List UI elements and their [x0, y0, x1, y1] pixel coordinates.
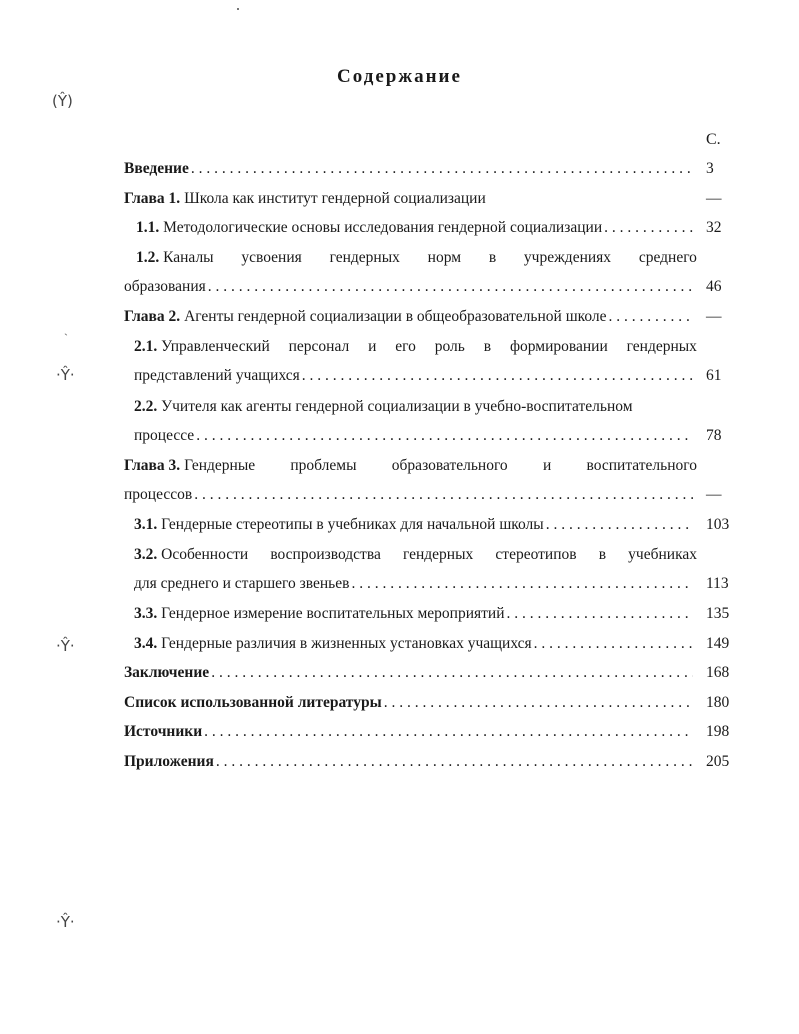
toc-number: 3.4.: [134, 635, 158, 652]
toc-label: образования: [124, 278, 206, 295]
toc-entry-1-2-line-2: [124, 276, 697, 298]
toc-entry-introduction: [124, 158, 697, 180]
toc-label: Агенты гендерной социализации в общеобразовательной школе: [184, 308, 607, 325]
toc-label: представлений учащихся: [134, 367, 300, 384]
toc-number: 3.3.: [134, 605, 158, 622]
dot-leader: [609, 306, 693, 328]
toc-word: учебниках: [628, 546, 697, 563]
dot-leader: [534, 633, 693, 655]
toc-label: для среднего и старшего звеньев: [134, 575, 350, 592]
toc-page-number: —: [706, 486, 722, 503]
toc-entry-3-4: [134, 633, 697, 655]
dot-leader: [204, 721, 693, 743]
toc-page-number: 3: [706, 160, 714, 177]
toc-word: Гендерные: [184, 457, 256, 474]
toc-word: воспитательного: [586, 457, 697, 474]
toc-entry-1-2-line-1: [136, 247, 697, 269]
toc-word: образовательного: [391, 457, 508, 474]
toc-label: Заключение: [124, 664, 210, 681]
toc-label: Гендерные различия в жизненных установках учащихся: [161, 635, 532, 652]
toc-word: и: [542, 457, 552, 474]
toc-number: Глава 2.: [124, 308, 181, 325]
toc-entry-conclusion: [124, 662, 697, 684]
toc-page-number: 198: [706, 723, 730, 740]
toc-word: персонал: [288, 338, 350, 355]
toc-label: процессе: [134, 427, 195, 444]
toc-page-number: 113: [706, 575, 729, 592]
dot-leader: [604, 217, 693, 239]
toc-word: и: [368, 338, 377, 355]
toc-number: 3.1.: [134, 516, 158, 533]
scan-tick-mark: ˋ: [64, 331, 68, 345]
margin-stamp-1: (Ŷ): [52, 92, 73, 110]
toc-entry-chapter-1: [124, 188, 486, 210]
toc-word: в: [488, 249, 497, 266]
dot-leader: [194, 484, 693, 506]
dot-leader: [507, 603, 693, 625]
toc-word: гендерных: [402, 546, 474, 563]
toc-entry-2-1-line-1: [134, 336, 697, 358]
toc-page-number: 46: [706, 278, 722, 295]
toc-entry-bibliography: [124, 692, 697, 714]
toc-label: Введение: [124, 160, 189, 177]
toc-page-number: 168: [706, 664, 730, 681]
toc-entry-3-2-line-2: [134, 573, 697, 595]
scan-speck: [237, 8, 239, 10]
dot-leader: [191, 158, 693, 180]
toc-page-number: 180: [706, 694, 730, 711]
dot-leader: [216, 751, 693, 773]
toc-entry-chapter-3-line-2: [124, 484, 697, 506]
dot-leader: [211, 662, 693, 684]
toc-page-number: —: [706, 190, 722, 207]
toc-word: Каналы: [163, 249, 214, 266]
toc-entry-appendices: [124, 751, 697, 773]
toc-word: учреждениях: [523, 249, 612, 266]
toc-page-number: 32: [706, 219, 722, 236]
toc-page-number: 135: [706, 605, 730, 622]
dot-leader: [302, 365, 693, 387]
toc-word: среднего: [638, 249, 697, 266]
toc-label: процессов: [124, 486, 193, 503]
dot-leader: [546, 514, 693, 536]
toc-label: Гендерное измерение воспитательных мероприятий: [161, 605, 505, 622]
toc-label: Методологические основы исследования гендерной социализации: [163, 219, 603, 236]
toc-page-number: —: [706, 308, 722, 325]
margin-stamp-2: ·Ŷ·: [56, 366, 75, 384]
toc-word: воспроизводства: [270, 546, 381, 563]
dot-leader: [208, 276, 693, 298]
toc-word: гендерных: [329, 249, 400, 266]
toc-number: Глава 3.: [124, 457, 181, 474]
toc-entry-3-3: [134, 603, 697, 625]
toc-label: Учителя как агенты гендерной социализации в учебно-воспитательном: [161, 398, 633, 415]
toc-number: 3.2.: [134, 546, 158, 563]
toc-word: проблемы: [290, 457, 357, 474]
toc-word: его: [395, 338, 416, 355]
toc-number: 2.1.: [134, 338, 158, 355]
toc-word: в: [598, 546, 607, 563]
dot-leader: [196, 425, 693, 447]
page-column-label: С.: [706, 131, 721, 148]
dot-leader: [384, 692, 693, 714]
toc-word: стереотипов: [495, 546, 577, 563]
toc-number: 1.1.: [136, 219, 160, 236]
toc-page-number: 149: [706, 635, 730, 652]
toc-entry-3-1: [134, 514, 697, 536]
toc-word: Управленческий: [161, 338, 270, 355]
toc-entry-2-2-line-2: [134, 425, 697, 447]
toc-word: в: [483, 338, 492, 355]
toc-label: Список использованной литературы: [124, 694, 382, 711]
toc-label: Приложения: [124, 753, 214, 770]
margin-stamp-4: ·Ŷ·: [56, 913, 75, 931]
toc-entry-chapter-3-line-1: [124, 455, 697, 477]
toc-number: 1.2.: [136, 249, 160, 266]
toc-page-number: 61: [706, 367, 722, 384]
toc-number: 2.2.: [134, 398, 158, 415]
toc-entry-2-1-line-2: [134, 365, 697, 387]
dot-leader: [351, 573, 693, 595]
toc-word: гендерных: [626, 338, 697, 355]
toc-word: усвоения: [241, 249, 302, 266]
toc-page-number: 205: [706, 753, 730, 770]
toc-word: Особенности: [161, 546, 249, 563]
toc-label: Гендерные стереотипы в учебниках для начальной школы: [161, 516, 544, 533]
toc-word: норм: [427, 249, 462, 266]
toc-entry-sources: [124, 721, 697, 743]
toc-page-number: 103: [706, 516, 730, 533]
toc-number: Глава 1.: [124, 190, 181, 207]
toc-label: Школа как институт гендерной социализации: [184, 190, 486, 207]
toc-word: роль: [434, 338, 465, 355]
toc-entry-3-2-line-1: [134, 544, 697, 566]
margin-stamp-3: ·Ŷ·: [56, 637, 75, 655]
toc-entry-chapter-2: [124, 306, 697, 328]
toc-word: формировании: [509, 338, 608, 355]
toc-entry-2-2-line-1: [134, 396, 633, 418]
page-title: Содержание: [337, 66, 462, 87]
toc-entry-1-1: [136, 217, 697, 239]
toc-label: Источники: [124, 723, 203, 740]
toc-page-number: 78: [706, 427, 722, 444]
